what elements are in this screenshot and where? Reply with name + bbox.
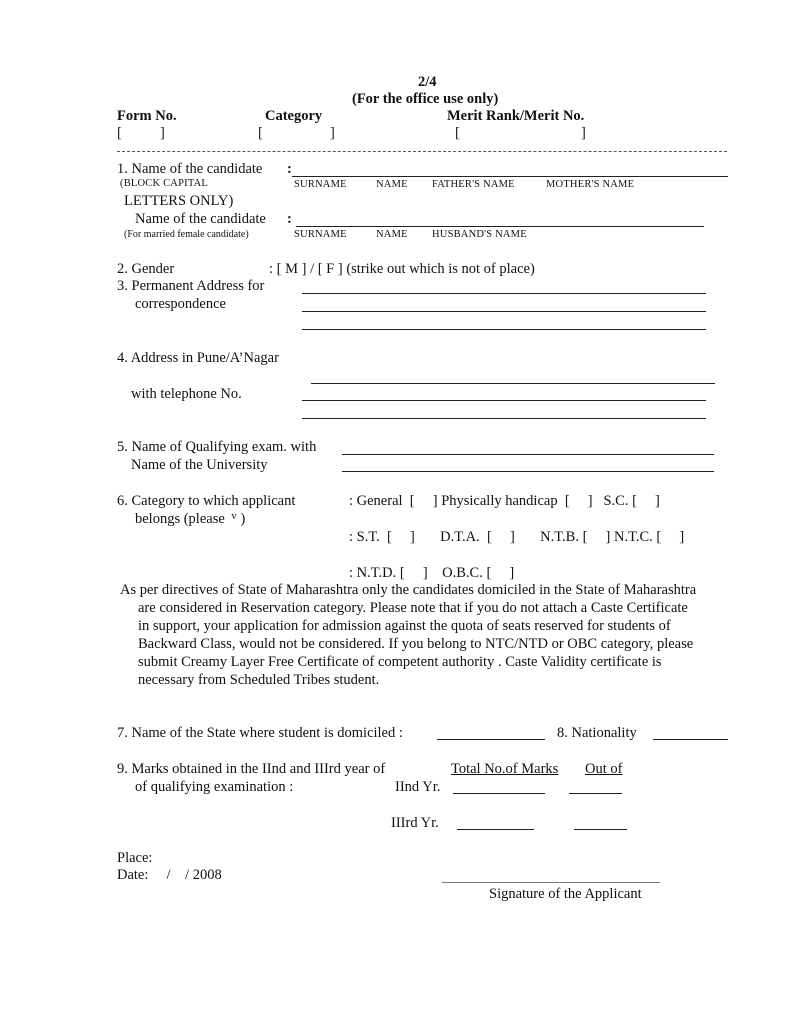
q3-label-line1: 3. Permanent Address for xyxy=(117,278,265,294)
q9-year2-label: IInd Yr. xyxy=(395,779,441,795)
page-number: 2/4 xyxy=(418,74,437,90)
q6-options-row3[interactable]: : N.T.D. [ ] O.B.C. [ ] xyxy=(349,565,515,581)
directive-line3: in support, your application for admission against the quota of seats reserved for students of xyxy=(138,618,671,634)
merit-label: Merit Rank/Merit No. xyxy=(447,108,585,124)
q9-year2-outof-field[interactable] xyxy=(569,793,622,794)
q1-sub-mother: MOTHER'S NAME xyxy=(546,179,635,190)
q9-year3-outof-field[interactable] xyxy=(574,829,627,830)
category-label: Category xyxy=(265,108,323,124)
q9-year3-label: IIIrd Yr. xyxy=(391,815,439,831)
q1-sub-husband: HUSBAND'S NAME xyxy=(432,229,527,240)
q1-sub-surname-married: SURNAME xyxy=(294,229,347,240)
directive-line1: As per directives of State of Maharashtra only the candidates domiciled in the State of Maharashtra xyxy=(120,582,697,598)
place-label: Place: xyxy=(117,850,153,866)
q9-col-total: Total No.of Marks xyxy=(451,761,559,777)
q1-sub-father: FATHER'S NAME xyxy=(432,179,515,190)
directive-line4: Backward Class, would not be considered. If you belong to NTC/NTD or OBC category, please xyxy=(138,636,694,652)
q1-sub-name-married: NAME xyxy=(376,229,408,240)
q1-married-colon: : xyxy=(287,211,292,227)
q9-label-line1: 9. Marks obtained in the IInd and IIIrd year of xyxy=(117,761,386,777)
q9-year3-total-field[interactable] xyxy=(457,829,534,830)
q1-married-label: Name of the candidate xyxy=(135,211,266,227)
q1-married-note: (For married female candidate) xyxy=(124,229,249,240)
directive-line5: submit Creamy Layer Free Certificate of competent authority . Caste Validity certificate is xyxy=(138,654,662,670)
directive-line6: necessary from Scheduled Tribes student. xyxy=(138,672,380,688)
q6-label-line2-text: belongs (please xyxy=(135,511,225,527)
q4-address-field-2[interactable] xyxy=(302,400,706,401)
q3-label-line2: correspondence xyxy=(135,296,226,312)
q9-col-outof: Out of xyxy=(585,761,623,777)
q6-label-line2 xyxy=(135,511,245,528)
merit-bracket-close: ] xyxy=(581,125,586,141)
directive-line2: are considered in Reservation category. Please note that if you do not attach a Caste Certificate xyxy=(138,600,688,616)
tick-icon: v xyxy=(231,511,237,522)
q4-phone-label: with telephone No. xyxy=(131,386,242,402)
q8-nationality-field[interactable] xyxy=(653,739,728,740)
q6-options-row2[interactable]: : S.T. [ ] D.T.A. [ ] N.T.B. [ ] N.T.C. [ ] xyxy=(349,529,685,545)
category-bracket-open: [ xyxy=(258,125,263,141)
q9-label-line2: of qualifying examination : xyxy=(135,779,294,795)
q6-label-line1: 6. Category to which applicant xyxy=(117,493,296,509)
q1-sub-surname: SURNAME xyxy=(294,179,347,190)
form-no-label: Form No. xyxy=(117,108,177,124)
q4-label: 4. Address in Pune/A’Nagar xyxy=(117,350,279,366)
q2-gender-options[interactable]: : [ M ] / [ F ] (strike out which is not of place) xyxy=(269,261,535,277)
form-no-bracket-open: [ xyxy=(117,125,122,141)
q3-address-field-2[interactable] xyxy=(302,311,706,312)
q1-name-field[interactable] xyxy=(292,176,728,177)
q9-year2-total-field[interactable] xyxy=(453,793,545,794)
q8-label: 8. Nationality xyxy=(557,725,637,741)
q5-university-field[interactable] xyxy=(342,471,714,472)
q2-label: 2. Gender xyxy=(117,261,175,277)
q5-label-line1: 5. Name of Qualifying exam. with xyxy=(117,439,317,455)
q6-label-line2-end: ) xyxy=(240,511,246,527)
q1-married-name-field[interactable] xyxy=(296,226,704,227)
q1-sub-name: NAME xyxy=(376,179,408,190)
q4-address-field-3[interactable] xyxy=(302,418,706,419)
header-divider xyxy=(117,151,727,152)
q1-colon: : xyxy=(287,161,292,177)
office-use-heading: (For the office use only) xyxy=(352,91,499,107)
signature-label: Signature of the Applicant xyxy=(489,886,642,902)
q1-label: 1. Name of the candidate xyxy=(117,161,263,177)
form-no-bracket-close: ] xyxy=(160,125,165,141)
q7-state-field[interactable] xyxy=(437,739,545,740)
q5-label-line2: Name of the University xyxy=(131,457,268,473)
q6-options-row1[interactable]: : General [ ] Physically handicap [ ] S.C. [ ] xyxy=(349,493,660,509)
category-bracket-close: ] xyxy=(330,125,335,141)
q3-address-field-1[interactable] xyxy=(302,293,706,294)
q1-note-line1: (BLOCK CAPITAL xyxy=(120,178,208,189)
q3-address-field-3[interactable] xyxy=(302,329,706,330)
q1-note-line2: LETTERS ONLY) xyxy=(124,193,234,209)
q5-exam-field[interactable] xyxy=(342,454,714,455)
q7-label: 7. Name of the State where student is domiciled : xyxy=(117,725,403,741)
date-label: Date: / / 2008 xyxy=(117,867,222,883)
merit-bracket-open: [ xyxy=(455,125,460,141)
q4-address-field-1[interactable] xyxy=(311,383,715,384)
signature-line[interactable] xyxy=(442,882,660,883)
